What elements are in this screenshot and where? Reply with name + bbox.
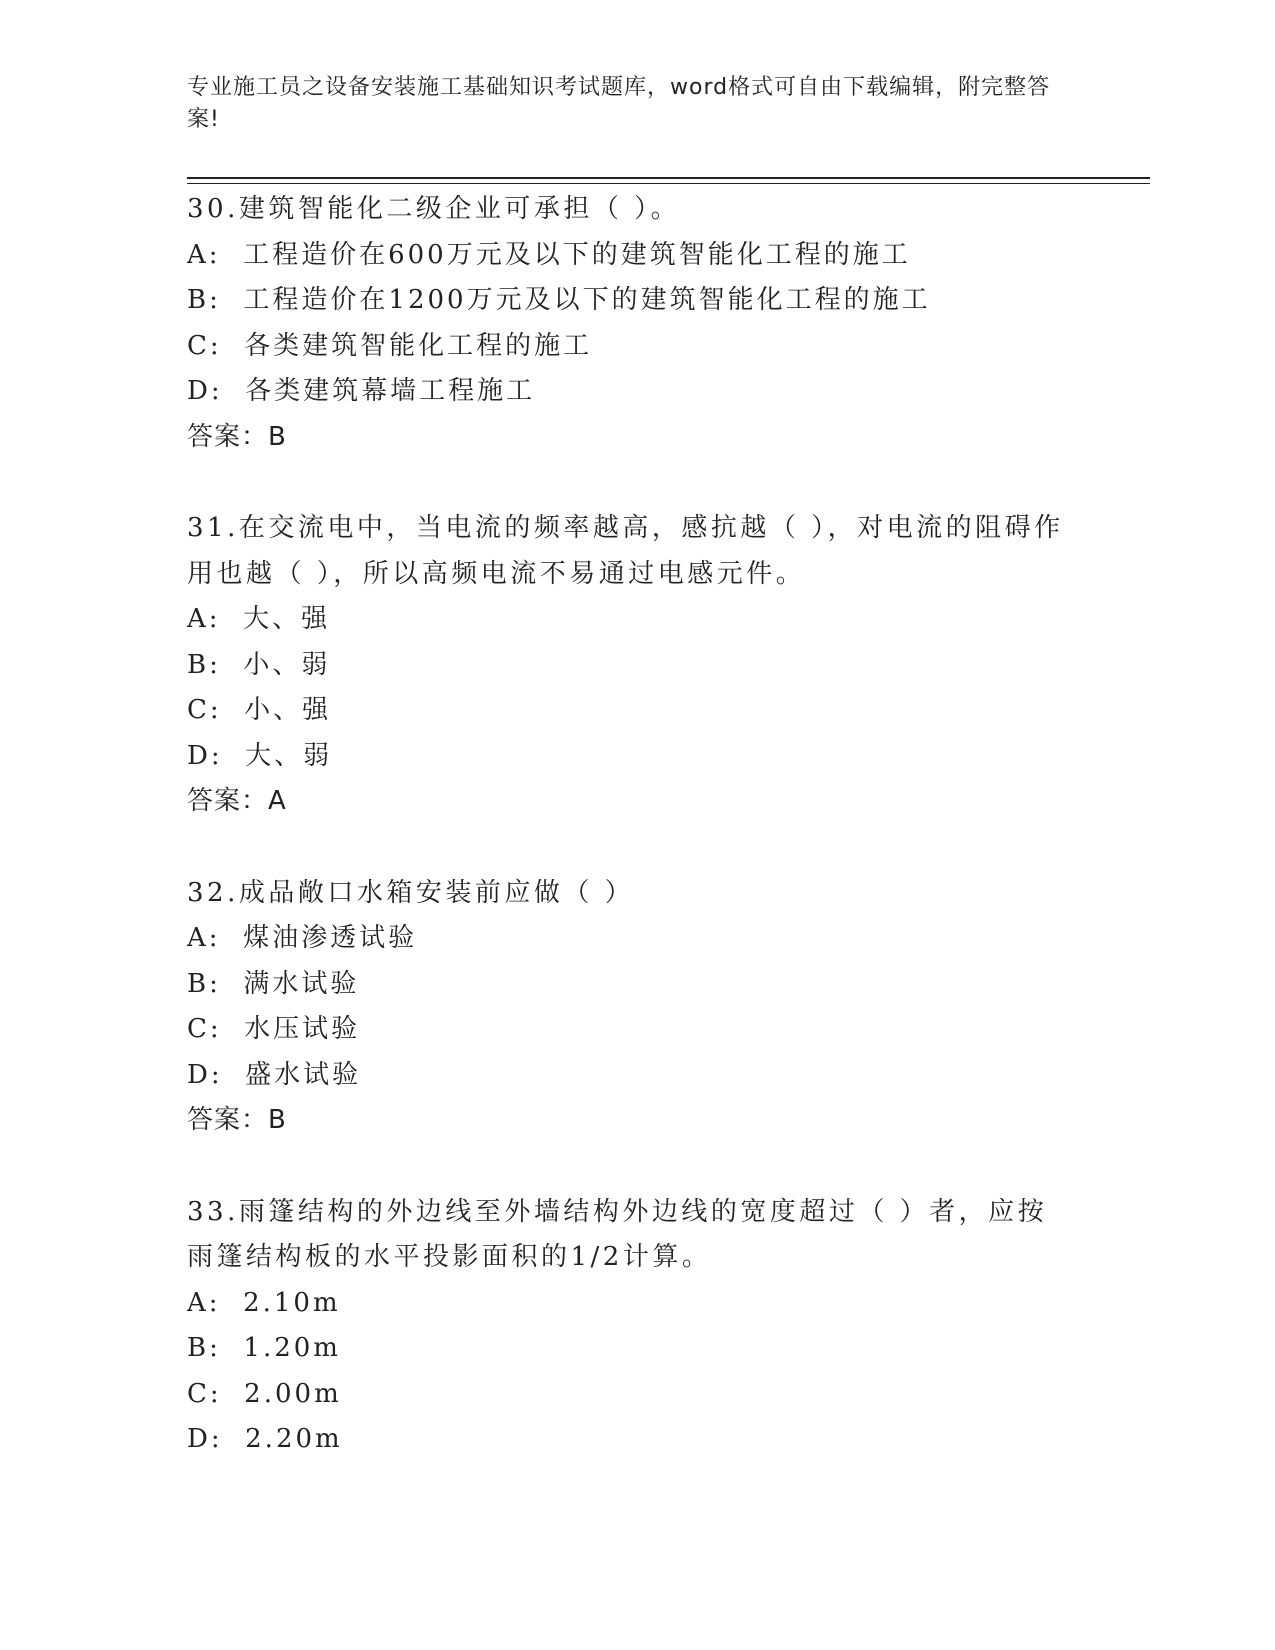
question-32 [187, 871, 1067, 1144]
document-header: 专业施工员之设备安装施工基础知识考试题库，word格式可自由下载编辑，附完整答案! [187, 75, 1051, 132]
answer-line: 答案：B [187, 1105, 287, 1135]
answer-line: 答案：B [187, 421, 287, 452]
question-33 [187, 1190, 1067, 1463]
answer-line: 答案：A [187, 786, 287, 816]
question-stem: 30.建筑智能化二级企业可承担（ ）。 [187, 194, 681, 224]
option-b: B: 满水试验 [187, 968, 360, 999]
option-c: C: 2.00m [187, 1378, 342, 1409]
option-c: C: 水压试验 [187, 1014, 361, 1044]
option-c: C: 各类建筑智能化工程的施工 [187, 330, 593, 361]
question-stem: 33.雨篷结构的外边线至外墙结构外边线的宽度超过（ ）者，应按雨篷结构板的水平投影面积的1/2计算。 [187, 1196, 1048, 1272]
header-divider-thin [187, 183, 1150, 184]
option-b: B: 1.20m [187, 1333, 341, 1363]
option-d: D: 2.20m [187, 1424, 343, 1454]
option-d: D: 各类建筑幕墙工程施工 [187, 376, 536, 406]
option-b: B: 小、弱 [187, 649, 331, 680]
option-b: B: 工程造价在1200万元及以下的建筑智能化工程的施工 [187, 285, 931, 315]
option-a: A: 大、强 [187, 604, 331, 634]
option-d: D: 大、弱 [187, 740, 333, 771]
header-divider-thick [187, 177, 1150, 179]
option-d: D: 盛水试验 [187, 1059, 362, 1090]
option-a: A: 煤油渗透试验 [187, 923, 418, 953]
question-31 [187, 506, 1067, 825]
option-c: C: 小、强 [187, 695, 332, 725]
question-list [187, 187, 1067, 1509]
question-30 [187, 187, 1067, 460]
option-a: A: 工程造价在600万元及以下的建筑智能化工程的施工 [187, 239, 911, 270]
question-stem: 31.在交流电中，当电流的频率越高，感抗越（ ），对电流的阻碍作用也越（ ），所以高频电流不易通过电感元件。 [187, 513, 1064, 589]
option-a: A: 2.10m [187, 1287, 341, 1318]
question-stem: 32.成品敞口水箱安装前应做（ ） [187, 877, 635, 908]
